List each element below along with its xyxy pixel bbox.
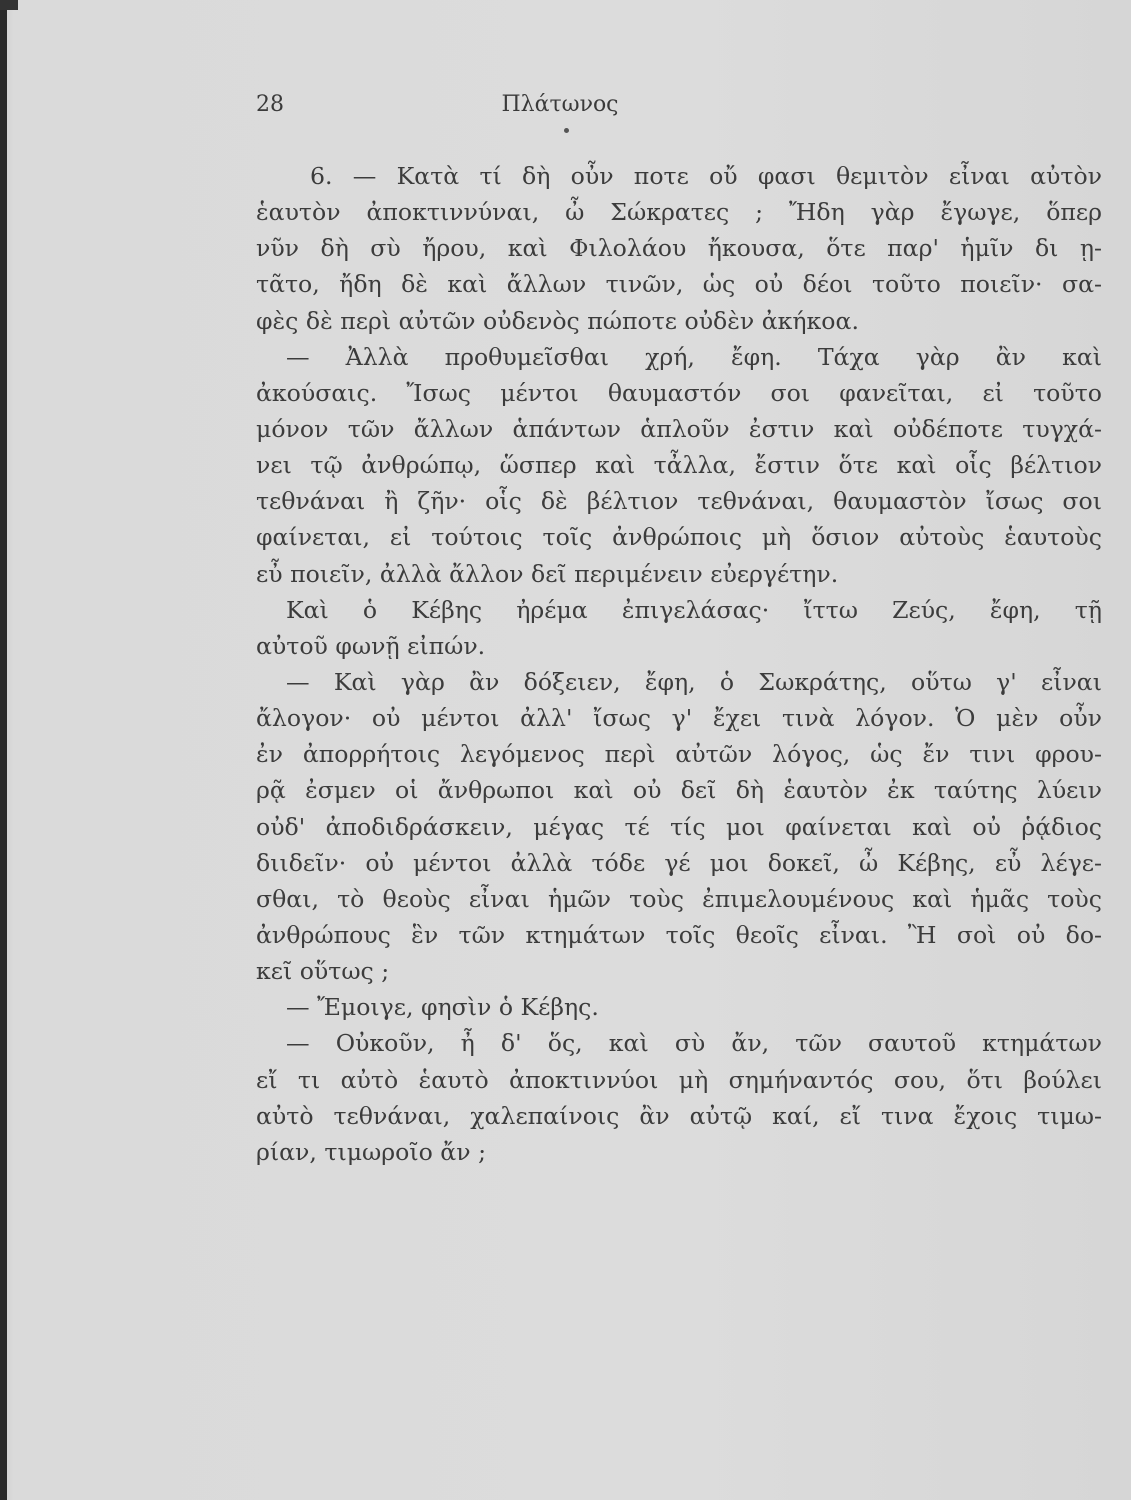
text-line: — Οὐκοῦν, ἦ δ' ὅς, καὶ σὺ ἄν, τῶν σαυτοῦ κτημάτων [286, 1029, 1102, 1058]
text-line: τεθνάναι ἢ ζῆν· οἷς δὲ βέλτιον τεθνάναι, θαυμαστὸν ἴσως σοι [256, 487, 1102, 516]
text-line: — Καὶ γὰρ ἂν δόξειεν, ἔφη, ὁ Σωκράτης, οὕτω γ' εἶναι [286, 667, 1102, 696]
text-line: ρίαν, τιμωροῖο ἄν ; [256, 1137, 487, 1166]
text-line: ἀκούσαις. Ἴσως μέντοι θαυμαστόν σοι φανεῖται, εἰ τοῦτο [256, 378, 1102, 407]
text-line: ἐν ἀπορρήτοις λεγόμενος περὶ αὐτῶν λόγος, ὡς ἔν τινι φρου- [256, 740, 1102, 769]
text-line: 6. — Κατὰ τί δὴ οὖν ποτε οὔ φασι θεμιτὸν εἶναι αὐτὸν [310, 162, 1102, 190]
text-line: ἑαυτὸν ἀποκτιννύναι, ὦ Σώκρατες ; Ἤδη γὰρ ἔγωγε, ὅπερ [256, 198, 1102, 227]
text-line: — Ἀλλὰ προθυμεῖσθαι χρή, ἔφη. Τάχα γὰρ ἂν καὶ [286, 342, 1102, 371]
binding-edge-corner [0, 0, 18, 10]
text-line: κεῖ οὕτως ; [256, 957, 390, 986]
binding-edge [0, 0, 7, 1500]
text-line: ἄλογον· οὐ μέντοι ἀλλ' ἴσως γ' ἔχει τινὰ λόγον. Ὁ μὲν οὖν [256, 704, 1102, 733]
body-text [256, 158, 1102, 1170]
text-line: ἀνθρώπους ἓν τῶν κτημάτων τοῖς θεοῖς εἶναι. Ἢ σοὶ οὐ δο- [256, 920, 1102, 949]
page-number: 28 [256, 92, 284, 117]
text-line: — Ἔμοιγε, φησὶν ὁ Κέβης. [286, 993, 599, 1022]
text-line: φὲς δὲ περὶ αὐτῶν οὐδενὸς πώποτε οὐδὲν ἀκήκοα. [256, 306, 859, 335]
running-title: Πλάτωνος [501, 92, 619, 117]
text-line: μόνον τῶν ἄλλων ἁπάντων ἁπλοῦν ἐστιν καὶ οὐδέποτε τυγχά- [256, 414, 1102, 443]
text-line: αὐτὸ τεθνάναι, χαλεπαίνοις ἂν αὐτῷ καί, εἴ τινα ἔχοις τιμω- [256, 1101, 1102, 1130]
text-line: νῦν δὴ σὺ ἤρου, καὶ Φιλολάου ἤκουσα, ὅτε παρ' ἡμῖν δι ῃ- [256, 234, 1102, 263]
running-head [0, 92, 1131, 126]
text-line: νει τῷ ἀνθρώπῳ, ὥσπερ καὶ τἆλλα, ἔστιν ὅτε καὶ οἷς βέλτιον [256, 451, 1102, 480]
text-line: οὐδ' ἀποδιδράσκειν, μέγας τέ τίς μοι φαίνεται καὶ οὐ ῥᾴδιος [256, 812, 1102, 841]
text-line: φαίνεται, εἰ τούτοις τοῖς ἀνθρώποις μὴ ὅσιον αὐτοὺς ἑαυτοὺς [256, 523, 1102, 552]
text-line: εὖ ποιεῖν, ἀλλὰ ἄλλον δεῖ περιμένειν εὐεργέτην. [256, 559, 839, 588]
text-line: Καὶ ὁ Κέβης ἠρέμα ἐπιγελάσας· ἴττω Ζεύς, ἔφη, τῇ [286, 595, 1102, 624]
text-line: ρᾷ ἐσμεν οἱ ἄνθρωποι καὶ οὐ δεῖ δὴ ἑαυτὸν ἐκ ταύτης λύειν [256, 776, 1102, 805]
text-line: διιδεῖν· οὐ μέντοι ἀλλὰ τόδε γέ μοι δοκεῖ, ὦ Κέβης, εὖ λέγε- [256, 848, 1102, 877]
text-line: αὐτοῦ φωνῇ εἰπών. [256, 631, 486, 660]
text-line: σθαι, τὸ θεοὺς εἶναι ἡμῶν τοὺς ἐπιμελουμένους καὶ ἡμᾶς τοὺς [256, 884, 1102, 913]
text-line: τᾶτο, ἤδη δὲ καὶ ἄλλων τινῶν, ὡς οὐ δέοι τοῦτο ποιεῖν· σα- [256, 270, 1102, 299]
text-line: εἴ τι αὐτὸ ἑαυτὸ ἀποκτιννύοι μὴ σημήναντός σου, ὅτι βούλει [256, 1065, 1102, 1094]
ink-speck [564, 128, 569, 133]
